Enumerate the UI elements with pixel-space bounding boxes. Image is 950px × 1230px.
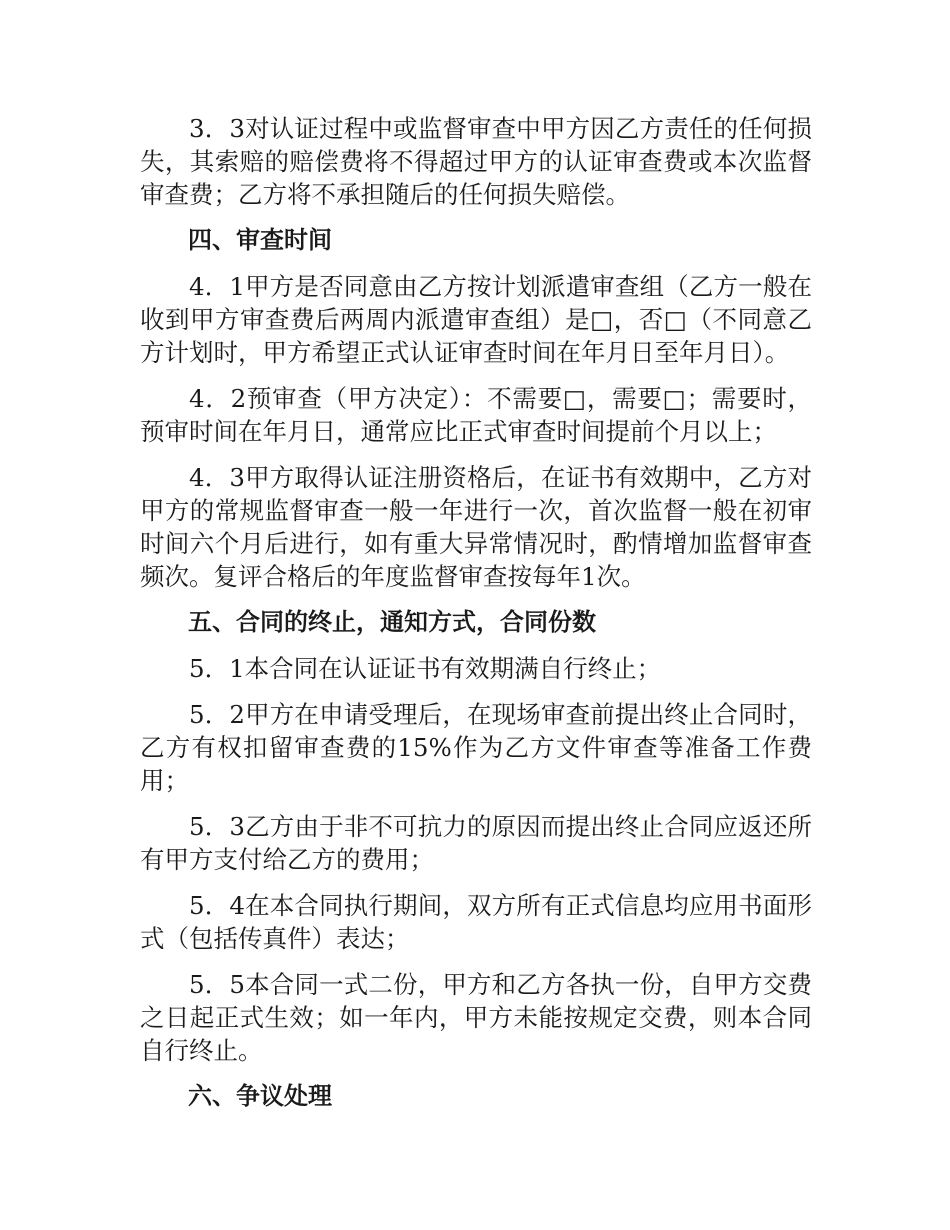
clause-5-1: 5．1本合同在认证证书有效期满自行终止； bbox=[189, 654, 662, 683]
section-heading-6: 六、争议处理 bbox=[188, 1082, 332, 1110]
document-body bbox=[140, 112, 812, 1126]
clause-4-2: 4．2预审查（甲方决定）：不需要□，需要□；需要时，预审时间在年月日，通常应比正式审查时间提前个月以上； bbox=[140, 384, 812, 446]
clause-5-3: 5．3乙方由于非不可抗力的原因而提出终止合同应返还所有甲方支付给乙方的费用； bbox=[140, 812, 812, 874]
clause-3-3: 3．3对认证过程中或监督审查中甲方因乙方责任的任何损失，其索赔的赔偿费将不得超过甲方的认证审查费或本次监督审查费；乙方将不承担随后的任何损失赔偿。 bbox=[140, 114, 812, 209]
clause-5-2: 5．2甲方在申请受理后，在现场审查前提出终止合同时，乙方有权扣留审查费的15%作为乙方文件审查等准备工作费用； bbox=[140, 700, 812, 795]
clause-4-1: 4．1甲方是否同意由乙方按计划派遣审查组（乙方一般在收到甲方审查费后两周内派遣审查组）是□，否□（不同意乙方计划时，甲方希望正式认证审查时间在年月日至年月日）。 bbox=[140, 272, 812, 367]
section-heading-4: 四、审查时间 bbox=[188, 226, 332, 254]
clause-5-4: 5．4在本合同执行期间，双方所有正式信息均应用书面形式（包括传真件）表达； bbox=[140, 891, 812, 953]
section-heading-5: 五、合同的终止，通知方式，合同份数 bbox=[188, 608, 596, 636]
clause-5-5: 5．5本合同一式二份，甲方和乙方各执一份，自甲方交费之日起正式生效；如一年内，甲方未能按规定交费，则本合同自行终止。 bbox=[140, 970, 812, 1065]
clause-4-3: 4．3甲方取得认证注册资格后，在证书有效期中，乙方对甲方的常规监督审查一般一年进行一次，首次监督一般在初审时间六个月后进行，如有重大异常情况时，酌情增加监督审查频次。复评合格后的年度监督审查按每年1次。 bbox=[140, 463, 812, 591]
